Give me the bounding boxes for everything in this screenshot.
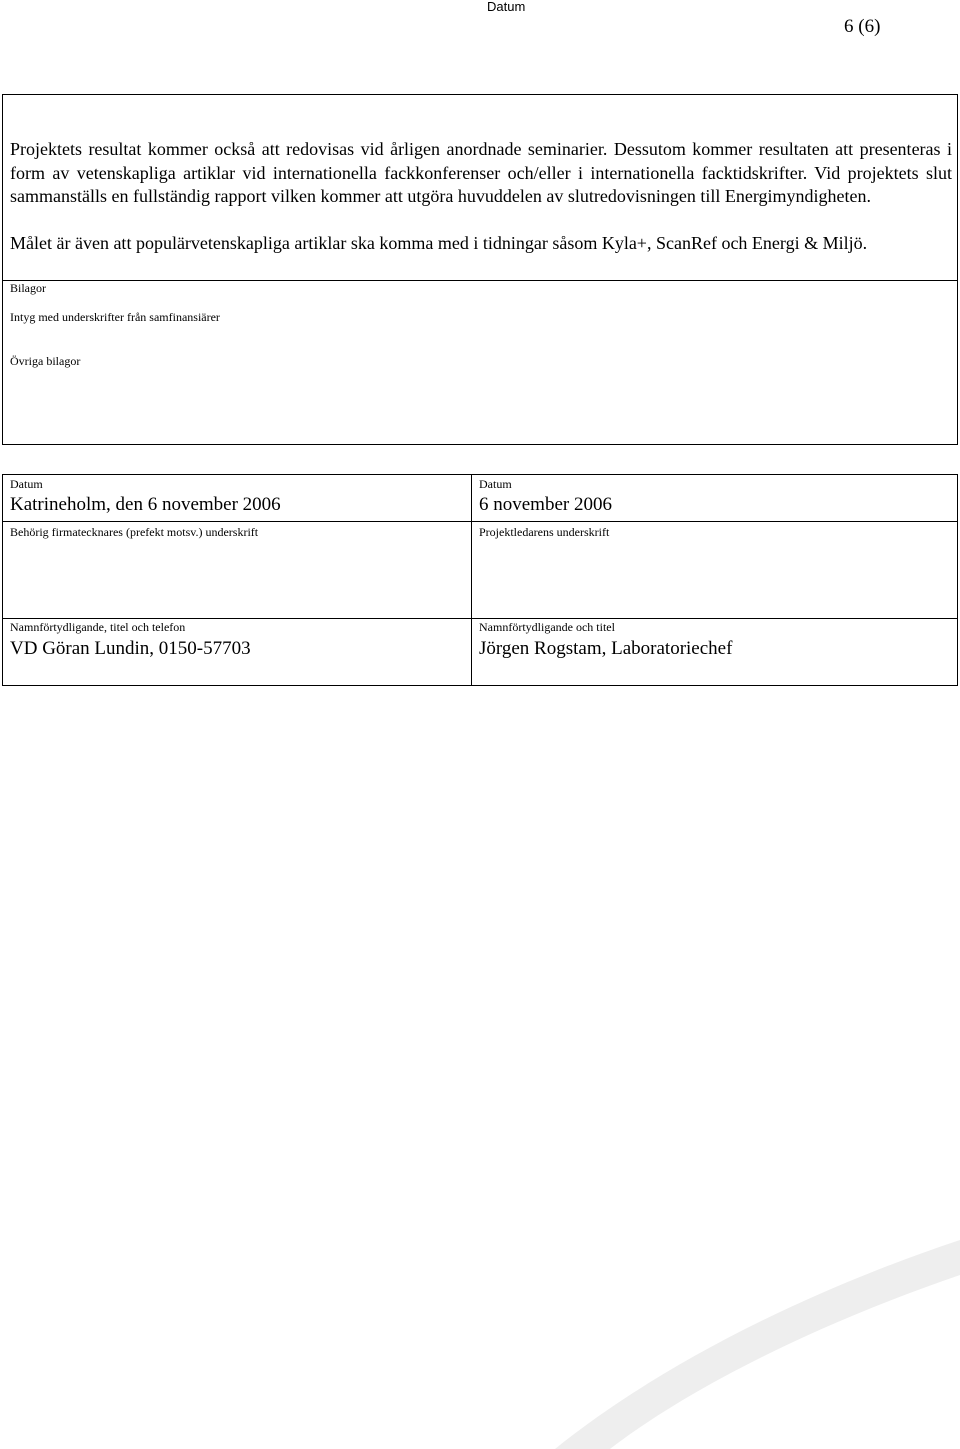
right-date-label: Datum [479, 477, 512, 491]
left-name-value: VD Göran Lundin, 0150-57703 [10, 638, 251, 659]
signatures-section [2, 474, 958, 686]
swoosh-watermark-shape [555, 1240, 960, 1449]
results-paragraph-1: Projektets resultat kommer också att redovisas vid årligen anordnade seminarier. Dessutom kommer resultaten att presenteras i form av vetenskapliga artiklar vid internationella fackkonferenser och/eller i internationella facktidskrifter. Vid projektets slut sammanställs en fullständig rapport vilken kommer att utgöra huvuddelen av slutredovisningen till Energimyndigheten. [10, 139, 952, 206]
right-name-label: Namnförtydligande och titel [479, 620, 615, 634]
project-leader-signature-label: Projektledarens underskrift [479, 525, 610, 539]
signatures-row-divider-2 [3, 618, 957, 619]
signatures-row-divider-1 [3, 521, 957, 522]
results-section [2, 94, 958, 281]
attachments-section [2, 280, 958, 445]
attachments-heading: Bilagor [10, 281, 46, 295]
page-number: 6 (6) [844, 16, 881, 37]
left-date-label: Datum [10, 477, 43, 491]
right-date-value: 6 november 2006 [479, 494, 612, 515]
results-paragraph-2: Målet är även att populärvetenskapliga artiklar ska komma med i tidningar såsom Kyla+, ScanRef och Energi & Miljö. [10, 233, 868, 253]
attachment-item-cofinancier-certificate: Intyg med underskrifter från samfinansiärer [10, 310, 220, 324]
left-date-value: Katrineholm, den 6 november 2006 [10, 494, 281, 515]
right-name-value: Jörgen Rogstam, Laboratoriechef [479, 638, 733, 659]
signatures-column-divider [471, 475, 472, 685]
header-date-label: Datum [487, 0, 526, 14]
authorized-signatory-signature-label: Behörig firmatecknares (prefekt motsv.) underskrift [10, 525, 259, 539]
left-name-label: Namnförtydligande, titel och telefon [10, 620, 186, 634]
attachment-item-other: Övriga bilagor [10, 354, 81, 368]
